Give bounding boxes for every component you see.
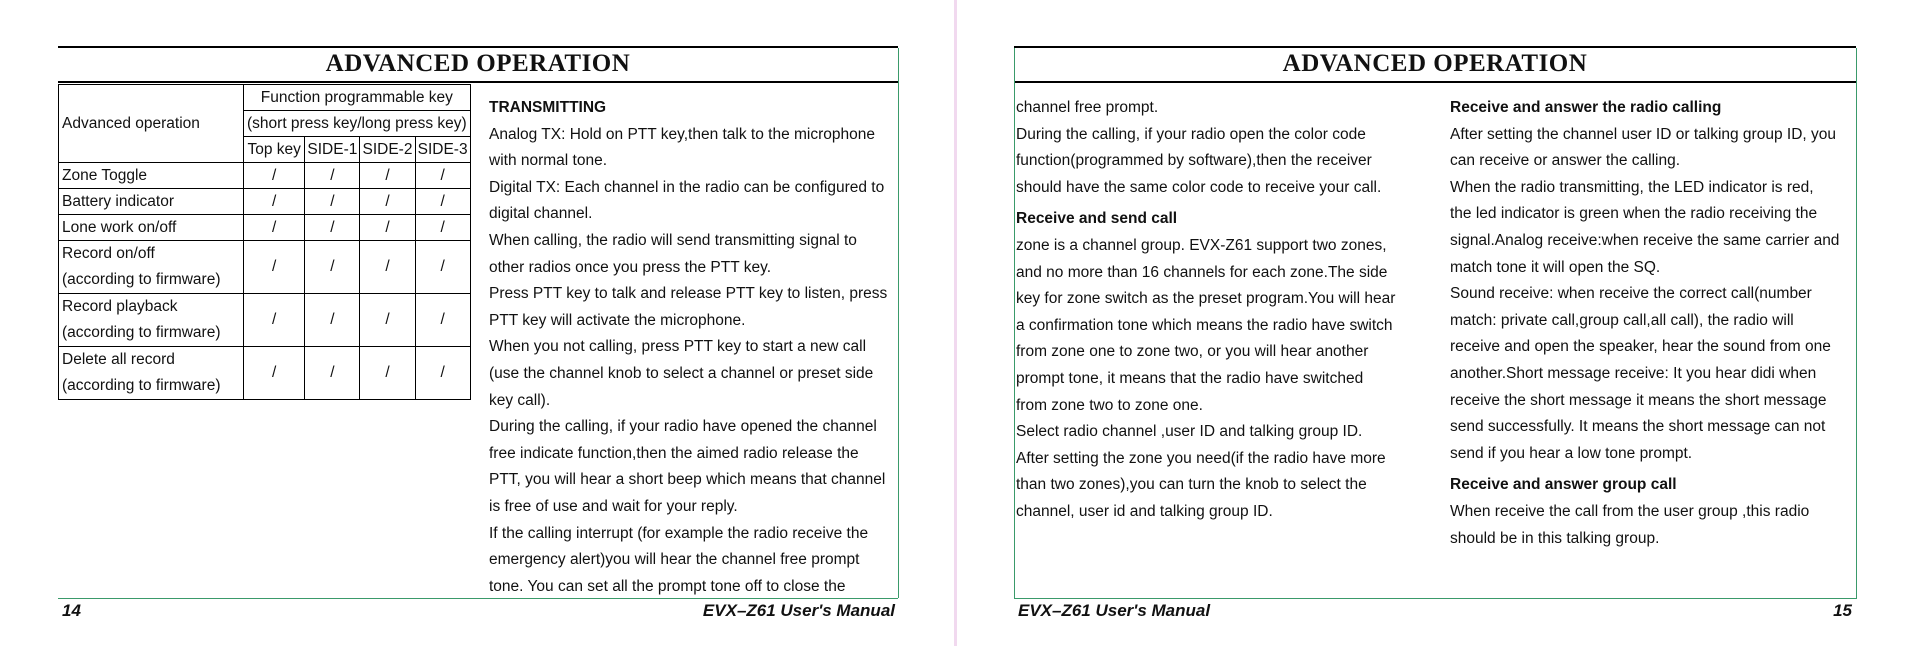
- text-line: If the calling interrupt (for example the radio receive the: [489, 524, 869, 542]
- text-line: can receive or answer the calling.: [1450, 152, 1681, 170]
- table-row-label: [59, 241, 244, 294]
- text-line: signal.Analog receive:when receive the same carrier and: [1450, 231, 1840, 249]
- text-line: is free of use and wait for your reply.: [489, 497, 738, 515]
- table-row-label-line1: Zone Toggle: [62, 166, 148, 184]
- table-cell: /: [305, 163, 360, 189]
- text-line: After setting the channel user ID or talking group ID, you: [1450, 125, 1836, 143]
- table-row-label: [59, 163, 244, 189]
- table-cell: /: [244, 347, 305, 400]
- table-cell: /: [415, 189, 470, 215]
- footer-page-number: 15: [1833, 601, 1852, 620]
- text-line: tone. You can set all the prompt tone off to close the: [489, 577, 846, 595]
- text-line: should have the same color code to receive your call.: [1016, 178, 1382, 196]
- page-border-left: [1014, 48, 1015, 598]
- text-line: channel, user id and talking group ID.: [1016, 502, 1273, 520]
- text-line: emergency alert)you will hear the channel free prompt: [489, 551, 860, 569]
- table-row: [59, 163, 471, 189]
- text-line: Digital TX: Each channel in the radio can be configured to: [489, 178, 885, 196]
- receive-send-section: [1016, 95, 1436, 526]
- table-cell: /: [360, 189, 415, 215]
- footer-manual-title: EVX–Z61 User's Manual: [1018, 601, 1211, 620]
- table-row-label-line1: Delete all record: [62, 351, 175, 368]
- page-title: ADVANCED OPERATION: [1014, 46, 1856, 83]
- footer-page-number: 14: [62, 601, 81, 620]
- text-line: zone is a channel group. EVX-Z61 support two zones,: [1016, 236, 1387, 254]
- table-row-label-line1: Record on/off: [62, 245, 155, 262]
- table-row: [59, 347, 471, 400]
- text-line: During the calling, if your radio have opened the channel: [489, 418, 877, 436]
- table-row-label-line1: Lone work on/off: [62, 218, 177, 236]
- text-line: function(programmed by software),then the receiver: [1016, 152, 1372, 170]
- table-cell: /: [360, 294, 415, 347]
- table-cell: /: [244, 294, 305, 347]
- table-row-label-line2: (according to firmware): [62, 271, 221, 288]
- table-row: [59, 241, 471, 294]
- table-column-header: SIDE-3: [415, 137, 470, 163]
- text-line: When the radio transmitting, the LED indicator is red,: [1450, 178, 1814, 196]
- table-cell: /: [415, 163, 470, 189]
- text-line: send successfully. It means the short message can not: [1450, 418, 1826, 436]
- text-line: from zone one to zone two, or you will hear another: [1016, 343, 1369, 361]
- table-row-label-line2: (according to firmware): [62, 324, 221, 341]
- text-line: match: private call,group call,all call), the radio will: [1450, 311, 1794, 329]
- table-row-label: [59, 189, 244, 215]
- text-line: key call).: [489, 391, 551, 409]
- section-heading: TRANSMITTING: [489, 99, 607, 116]
- text-line: PTT key will activate the microphone.: [489, 311, 746, 329]
- page-title: ADVANCED OPERATION: [58, 46, 898, 83]
- text-line: and no more than 16 channels for each zone.The side: [1016, 263, 1388, 281]
- table-column-header: SIDE-2: [360, 137, 415, 163]
- programmable-key-table: [58, 84, 471, 400]
- text-line: the led indicator is green when the radio receiving the: [1450, 205, 1818, 223]
- table-column-header: Top key: [244, 137, 305, 163]
- text-line: send if you hear a low tone prompt.: [1450, 444, 1693, 462]
- table-row-label-line2: (according to firmware): [62, 377, 221, 394]
- footer-rule: [1014, 598, 1857, 599]
- text-line: When you not calling, press PTT key to start a new call: [489, 338, 867, 356]
- table-header-group: [244, 85, 471, 111]
- section-heading: Receive and send call: [1016, 210, 1178, 228]
- table-cell: /: [244, 189, 305, 215]
- table-cell: /: [305, 294, 360, 347]
- text-line: with normal tone.: [489, 152, 608, 170]
- text-line: Analog TX: Hold on PTT key,then talk to the microphone: [489, 125, 875, 143]
- text-line: than two zones),you can turn the knob to select the: [1016, 476, 1367, 494]
- table-cell: /: [415, 294, 470, 347]
- table-row-label-line1: Record playback: [62, 298, 178, 315]
- table-cell: /: [305, 189, 360, 215]
- table-header-group-line2: (short press key/long press key): [244, 111, 471, 137]
- table-cell: /: [415, 241, 470, 294]
- text-line: Sound receive: when receive the correct call(number: [1450, 285, 1812, 303]
- table-cell: /: [305, 215, 360, 241]
- table-cell: /: [305, 241, 360, 294]
- table-cell: /: [244, 241, 305, 294]
- table-cell: /: [360, 241, 415, 294]
- receive-answer-section: [1450, 95, 1860, 552]
- text-line: Select radio channel ,user ID and talking group ID.: [1016, 423, 1363, 441]
- text-line: PTT, you will hear a short beep which means that channel: [489, 471, 886, 489]
- table-row-label-line1: Battery indicator: [62, 192, 174, 210]
- text-line: should be in this talking group.: [1450, 529, 1660, 547]
- text-line: (use the channel knob to select a channel or preset side: [489, 364, 874, 382]
- text-line: receive the short message it means the short message: [1450, 391, 1827, 409]
- text-line: another.Short message receive: It you hear didi when: [1450, 364, 1817, 382]
- text-line: digital channel.: [489, 205, 593, 223]
- table-row: [59, 189, 471, 215]
- text-line: free indicate function,then the aimed radio release the: [489, 444, 859, 462]
- text-line: Press PTT key to talk and release PTT key to listen, press: [489, 285, 888, 303]
- table-row-label: [59, 215, 244, 241]
- section-heading: Receive and answer the radio calling: [1450, 99, 1722, 116]
- table-column-header: SIDE-1: [305, 137, 360, 163]
- text-line: prompt tone, it means that the radio have switched: [1016, 369, 1364, 387]
- table-cell: /: [244, 215, 305, 241]
- text-line: channel free prompt.: [1016, 99, 1159, 116]
- text-line: receive and open the speaker, hear the sound from one: [1450, 338, 1831, 356]
- right-page: [957, 0, 1912, 646]
- text-line: When calling, the radio will send transmitting signal to: [489, 231, 857, 249]
- table-cell: /: [305, 347, 360, 400]
- table-cell: /: [360, 347, 415, 400]
- text-line: other radios once you press the PTT key.: [489, 258, 772, 276]
- table-row-label: [59, 347, 244, 400]
- table-cell: /: [415, 347, 470, 400]
- text-line: key for zone switch as the preset program.You will hear: [1016, 290, 1396, 308]
- section-heading: Receive and answer group call: [1450, 476, 1677, 494]
- table-header-group-line1: Function programmable key: [260, 89, 453, 106]
- table-cell: /: [244, 163, 305, 189]
- text-line: During the calling, if your radio open the color code: [1016, 125, 1366, 143]
- transmitting-section: [489, 95, 899, 600]
- text-line: from zone two to zone one.: [1016, 396, 1203, 414]
- text-line: When receive the call from the user group ,this radio: [1450, 502, 1810, 520]
- left-page: [0, 0, 954, 646]
- text-line: a confirmation tone which means the radio have switch: [1016, 316, 1393, 334]
- table-header-label: Advanced operation: [59, 85, 244, 163]
- table-row-label: [59, 294, 244, 347]
- table-cell: /: [415, 215, 470, 241]
- table-cell: /: [360, 215, 415, 241]
- table-row: [59, 294, 471, 347]
- text-line: After setting the zone you need(if the radio have more: [1016, 449, 1386, 467]
- text-line: match tone it will open the SQ.: [1450, 258, 1661, 276]
- footer-manual-title: EVX–Z61 User's Manual: [702, 601, 895, 620]
- table-cell: /: [360, 163, 415, 189]
- table-row: [59, 215, 471, 241]
